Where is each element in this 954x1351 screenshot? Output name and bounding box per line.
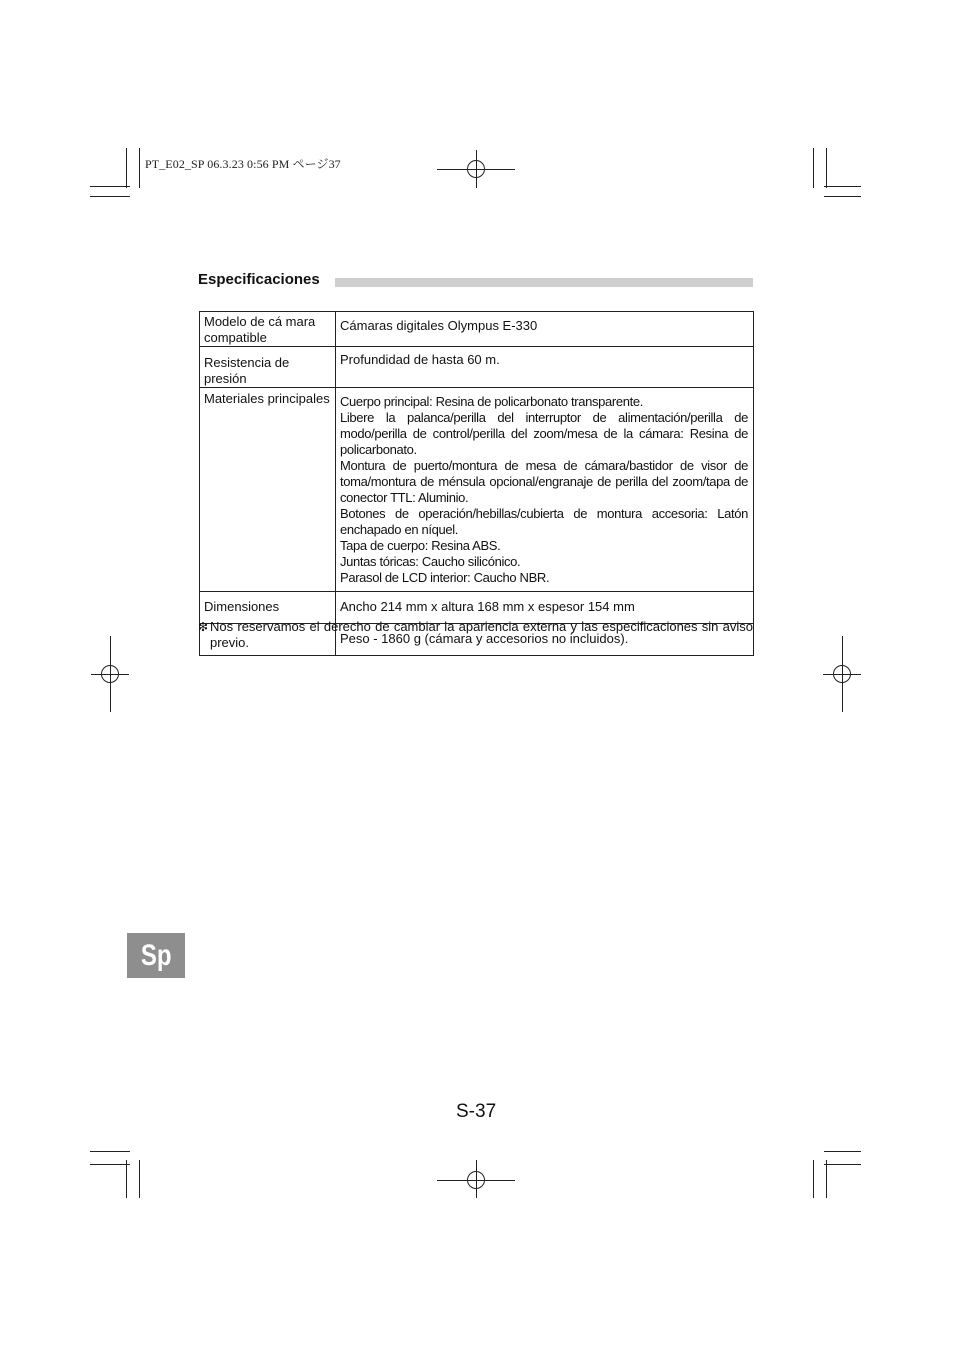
material-line: Parasol de LCD interior: Caucho NBR.	[340, 570, 550, 585]
crop-mark-line	[824, 1164, 861, 1165]
row-label	[200, 312, 336, 347]
material-line: Montura de puerto/montura de mesa de cámara/bastidor de visor de toma/montura de ménsula opcional/engranaje de perilla del zoom/tapa de conector TTL: Aluminio.	[340, 458, 748, 505]
table-row	[200, 347, 754, 388]
material-line: Libere la palanca/perilla del interruptor de alimentación/perilla de modo/perilla de control/perilla del zoom/mesa de la cámara: Resina de policarbonato.	[340, 410, 748, 457]
row-label	[200, 388, 336, 592]
crop-mark-line	[139, 1160, 140, 1198]
crop-mark-line	[824, 186, 861, 187]
row-label-text: Resistencia de presión	[204, 355, 290, 386]
row-value-text: Cámaras digitales Olympus E-330	[340, 318, 538, 333]
crop-mark-line	[813, 148, 814, 188]
crop-mark-line	[126, 148, 127, 188]
crop-mark-line	[126, 1160, 127, 1198]
crop-mark-line	[824, 196, 861, 197]
crop-mark-line	[90, 196, 130, 197]
section-title: Especificaciones	[198, 271, 320, 288]
crop-mark-line	[826, 1160, 827, 1198]
row-value	[336, 388, 754, 592]
material-line: Botones de operación/hebillas/cubierta de montura accesoria: Latón enchapado en níquel.	[340, 506, 748, 537]
row-label	[200, 347, 336, 388]
registration-circle-icon	[833, 665, 851, 683]
row-value-text: Peso - 1860 g (cámara y accesorios no incluidos).	[340, 631, 629, 646]
registration-circle-icon	[467, 1171, 485, 1189]
row-value	[336, 347, 754, 388]
crop-mark-line	[824, 1151, 861, 1152]
language-tab-label: Sp	[140, 938, 172, 972]
crop-mark-line	[139, 148, 140, 188]
row-label-text: Dimensiones	[204, 599, 280, 614]
registration-circle-icon	[101, 665, 119, 683]
material-line: Juntas tóricas: Caucho silicónico.	[340, 554, 521, 569]
material-line: Cuerpo principal: Resina de policarbonato transparente.	[340, 394, 644, 409]
footnote-text: Nos reservamos el derecho de cambiar la apariencia externa y las especificaciones sin aviso previo.	[210, 619, 753, 650]
registration-circle-icon	[467, 160, 485, 178]
crop-mark-line	[90, 1151, 130, 1152]
row-value	[336, 312, 754, 347]
crop-mark-line	[90, 186, 130, 187]
footnote-asterisk-icon: ❇	[198, 620, 209, 634]
specifications-table	[199, 311, 754, 656]
footnote	[198, 619, 753, 651]
section-title-bar	[335, 278, 753, 287]
print-slug: PT_E02_SP 06.3.23 0:56 PM ページ37	[145, 157, 341, 171]
row-value-text: Ancho 214 mm x altura 168 mm x espesor 154 mm	[340, 599, 635, 614]
material-line: Tapa de cuerpo: Resina ABS.	[340, 538, 501, 553]
page-number: S-37	[456, 1101, 497, 1122]
crop-mark-line	[826, 148, 827, 188]
crop-mark-line	[90, 1164, 130, 1165]
crop-mark-line	[813, 1160, 814, 1198]
row-label-text: Materiales principales	[204, 391, 330, 406]
row-value-text: Profundidad de hasta 60 m.	[340, 352, 500, 367]
table-row	[200, 388, 754, 592]
language-tab	[127, 933, 185, 978]
row-label-text: Modelo de cá mara compatible	[204, 314, 316, 345]
table-row	[200, 312, 754, 347]
